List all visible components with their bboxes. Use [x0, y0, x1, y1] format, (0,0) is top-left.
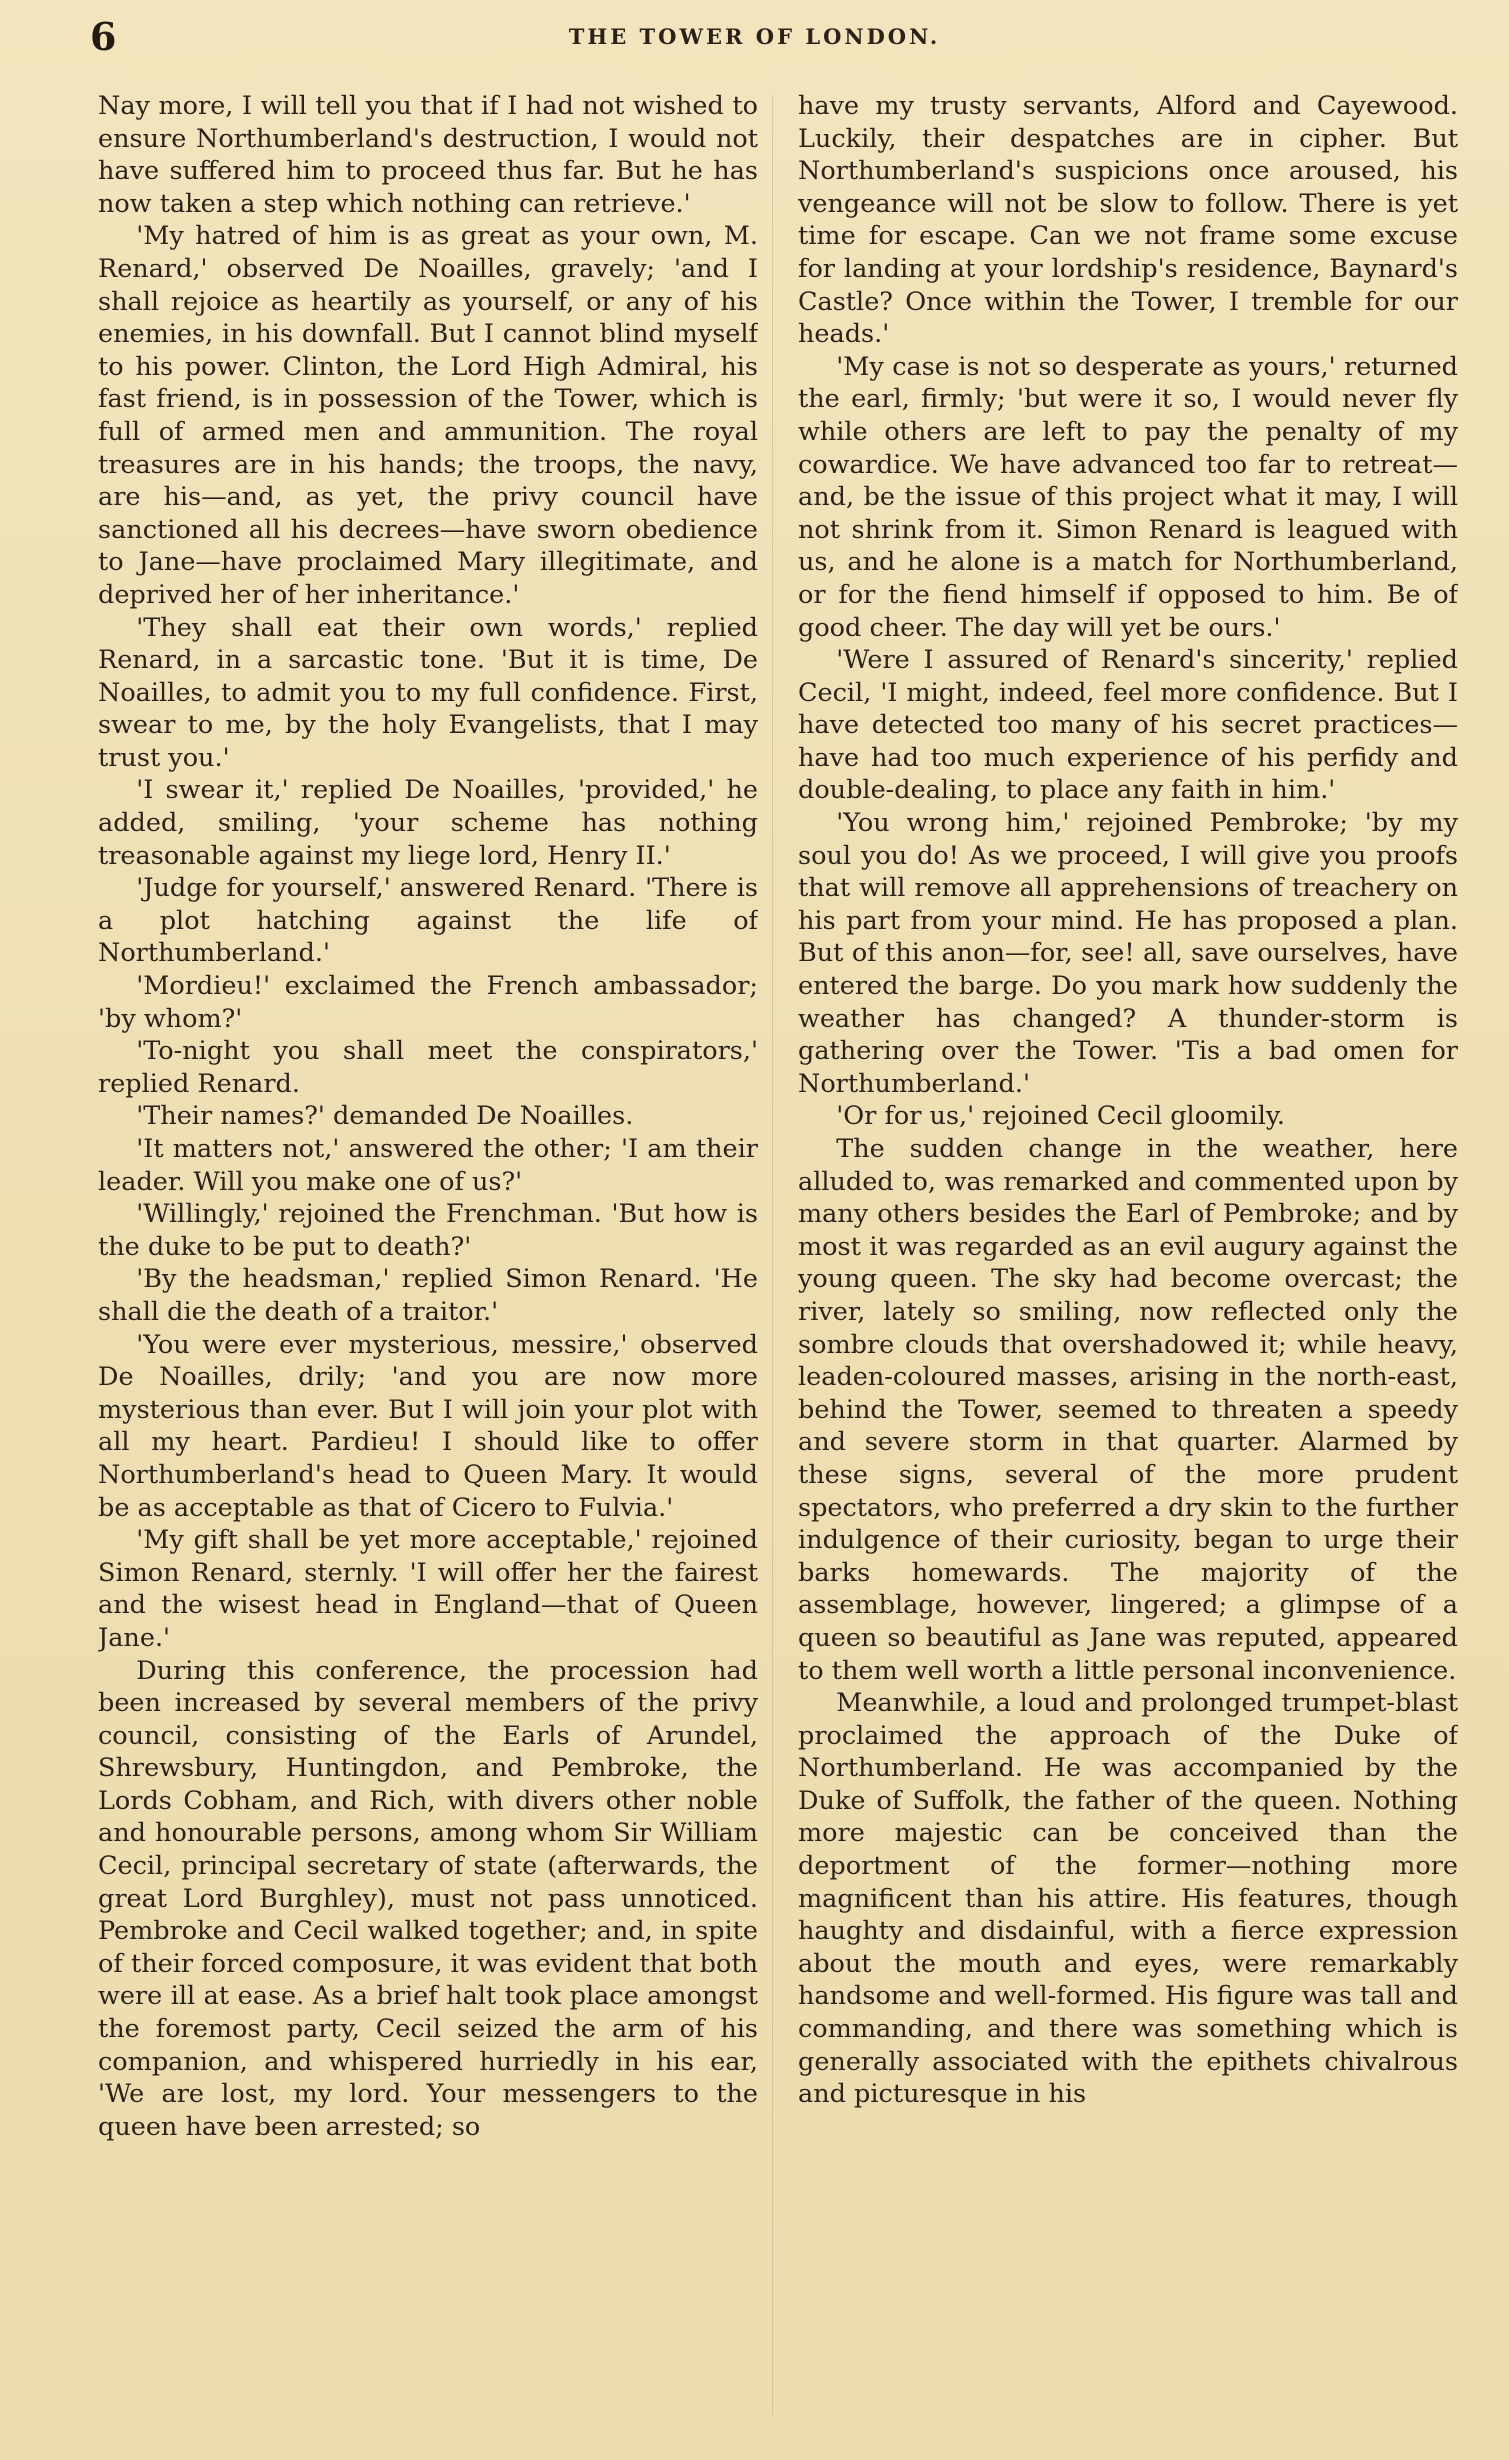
paragraph: 'To-night you shall meet the conspirators,' replied Renard. — [98, 1036, 758, 1099]
right-column — [798, 90, 1458, 2430]
paragraph: have my trusty servants, Alford and Cayewood. Luckily, their despatches are in cipher. But Northumberland's suspicions once aroused, his vengeance will not be slow to follow. There is yet time for escape. Can we not frame some excuse for landing at your lordship's residence, Baynard's Castle? Once within the Tower, I tremble for our heads.' — [798, 91, 1458, 350]
paragraph: 'Were I assured of Renard's sincerity,' replied Cecil, 'I might, indeed, feel more confidence. But I have detected too many of his secret practices—have had too much experience of his perfidy and double-dealing, to place any faith in him.' — [798, 645, 1458, 806]
paragraph: 'By the headsman,' replied Simon Renard. 'He shall die the death of a traitor.' — [98, 1264, 758, 1327]
paragraph: 'Willingly,' rejoined the Frenchman. 'But how is the duke to be put to death?' — [98, 1199, 758, 1262]
left-column — [98, 90, 758, 2430]
paragraph: 'Judge for yourself,' answered Renard. 'There is a plot hatching against the life of Northumberland.' — [98, 873, 758, 969]
paragraph: 'My gift shall be yet more acceptable,' rejoined Simon Renard, sternly. 'I will offer her the fairest and the wisest head in England—that of Queen Jane.' — [98, 1525, 758, 1653]
paragraph: 'You were ever mysterious, messire,' observed De Noailles, drily; 'and you are now more mysterious than ever. But I will join your plot with all my heart. Pardieu! I should like to offer Northumberland's head to Queen Mary. It would be as acceptable as that of Cicero to Fulvia.' — [98, 1329, 758, 1523]
paragraph: 'It matters not,' answered the other; 'I am their leader. Will you make one of us?' — [98, 1134, 758, 1197]
paragraph: 'Mordieu!' exclaimed the French ambassador; 'by whom?' — [98, 971, 758, 1034]
paragraph: Meanwhile, a loud and prolonged trumpet-blast proclaimed the approach of the Duke of Northumberland. He was accompanied by the Duke of Suffolk, the father of the queen. Nothing more majestic can be conceived than the deportment of the former—nothing more magnificent than his attire. His features, though haughty and disdainful, with a fierce expression about the mouth and eyes, were remarkably handsome and well-formed. His figure was tall and commanding, and there was something which is generally associated with the epithets chivalrous and picturesque in his — [798, 1688, 1458, 2110]
page-header — [90, 14, 1419, 60]
paragraph: 'You wrong him,' rejoined Pembroke; 'by my soul you do! As we proceed, I will give you proofs that will remove all apprehensions of treachery on his part from your mind. He has proposed a plan. But of this anon—for, see! all, save ourselves, have entered the barge. Do you mark how suddenly the weather has changed? A thunder-storm is gathering over the Tower. 'Tis a bad omen for Northumberland.' — [798, 808, 1458, 1099]
paragraph: 'I swear it,' replied De Noailles, 'provided,' he added, smiling, 'your scheme has nothing treasonable against my liege lord, Henry II.' — [98, 775, 758, 871]
paragraph: During this conference, the procession had been increased by several members of the privy council, consisting of the Earls of Arundel, Shrewsbury, Huntingdon, and Pembroke, the Lords Cobham, and Rich, with divers other noble and honourable persons, among whom Sir William Cecil, principal secretary of state (afterwards, the great Lord Burghley), must not pass unnoticed. Pembroke and Cecil walked together; and, in spite of their forced composure, it was evident that both were ill at ease. As a brief halt took place amongst the foremost party, Cecil seized the arm of his companion, and whispered hurriedly in his ear, 'We are lost, my lord. Your messengers to the queen have been arrested; so — [98, 1655, 758, 2142]
paragraph: 'My case is not so desperate as yours,' returned the earl, firmly; 'but were it so, I would never fly while others are left to pay the penalty of my cowardice. We have advanced too far to retreat—and, be the issue of this project what it may, I will not shrink from it. Simon Renard is leagued with us, and he alone is a match for Northumberland, or for the fiend himself if opposed to him. Be of good cheer. The day will yet be ours.' — [798, 351, 1458, 643]
paragraph: 'Or for us,' rejoined Cecil gloomily. — [836, 1101, 1286, 1132]
paragraph: The sudden change in the weather, here alluded to, was remarked and commented upon by many others besides the Earl of Pembroke; and by most it was regarded as an evil augury against the young queen. The sky had become overcast; the river, lately so smiling, now reflected only the sombre clouds that overshadowed it; while heavy, leaden-coloured masses, arising in the north-east, behind the Tower, seemed to threaten a speedy and severe storm in that quarter. Alarmed by these signs, several of the more prudent spectators, who preferred a dry skin to the further indulgence of their curiosity, began to urge their barks homewards. The majority of the assemblage, however, lingered; a glimpse of a queen so beautiful as Jane was reputed, appeared to them well worth a little personal inconvenience. — [798, 1134, 1458, 1686]
paragraph: 'Their names?' demanded De Noailles. — [136, 1101, 634, 1132]
paragraph: 'They shall eat their own words,' replied Renard, in a sarcastic tone. 'But it is time, De Noailles, to admit you to my full confidence. First, swear to me, by the holy Evangelists, that I may trust you.' — [98, 612, 758, 773]
paragraph: Nay more, I will tell you that if I had not wished to ensure Northumberland's destruction, I would not have suffered him to proceed thus far. But he has now taken a step which nothing can retrieve.' — [98, 91, 758, 219]
running-title: THE TOWER OF LONDON. — [568, 24, 941, 49]
column-divider — [772, 95, 773, 2415]
page-number: 6 — [90, 14, 117, 59]
paragraph: 'My hatred of him is as great as your own, M. Renard,' observed De Noailles, gravely; 'and I shall rejoice as heartily as yourself, or any of his enemies, in his downfall. But I cannot blind myself to his power. Clinton, the Lord High Admiral, his fast friend, is in possession of the Tower, which is full of armed men and ammunition. The royal treasures are in his hands; the troops, the navy, are his—and, as yet, the privy council have sanctioned all his decrees—have sworn obedience to Jane—have proclaimed Mary illegitimate, and deprived her of her inheritance.' — [98, 221, 758, 610]
